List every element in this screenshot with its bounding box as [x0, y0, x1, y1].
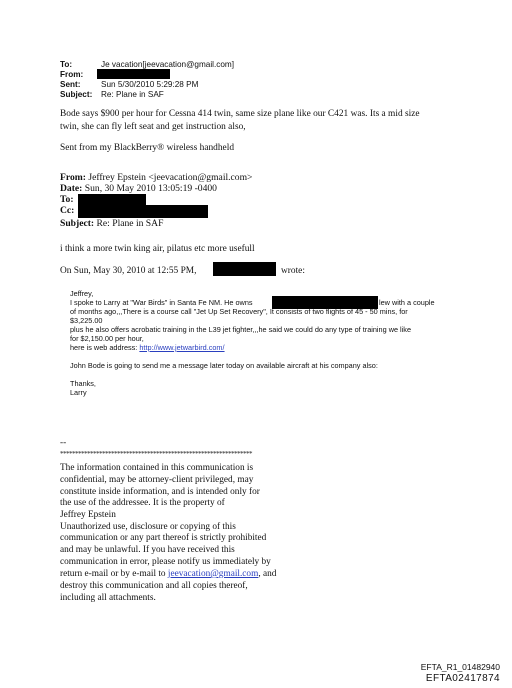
email2-date-row: [60, 183, 217, 194]
disclaimer-email-line: [60, 569, 276, 581]
web-address-label: here is web address:: [70, 343, 138, 352]
redaction-bar: [213, 262, 276, 276]
email2-body: i think a more twin king air, pilatus etc more usefull: [60, 244, 255, 254]
email1-body-line: twin, she can fly left seat and get instruction also,: [60, 122, 246, 132]
wrote-line-suffix: wrote:: [281, 266, 305, 276]
quoted-line: I spoke to Larry at "War Birds" in Santa Fe NM. He owns: [70, 298, 253, 307]
quoted-line: plus he also offers acrobatic training in the L39 jet fighter,,,he said we could do any type of training we like: [70, 325, 411, 334]
bates-stamp: EFTA02417874: [425, 673, 500, 684]
disclaimer-line: confidential, may be attorney-client privileged, may: [60, 475, 254, 485]
from-label: From:: [60, 172, 86, 183]
quoted-closing: Thanks,: [70, 379, 96, 388]
wrote-line-prefix: On Sun, May 30, 2010 at 12:55 PM,: [60, 266, 197, 276]
disclaimer-line: destroy this communication and all copies thereof,: [60, 581, 248, 591]
quoted-link-line: [70, 344, 225, 353]
email2-subject-row: [60, 218, 163, 229]
quoted-line: of months ago,,,There is a course call "Jet Up Set Recovery", It consists of two flights of 45 - 50 mins, for: [70, 307, 408, 316]
disclaimer-line: communication in error, please notify us immediately by: [60, 557, 271, 567]
redaction-bar: [78, 205, 208, 218]
redaction-bar: [97, 69, 170, 79]
subject-label: Subject:: [60, 90, 93, 99]
disclaimer-line: constitute inside information, and is intended only for: [60, 487, 260, 497]
bates-stamp-r1: EFTA_R1_01482940: [420, 662, 500, 672]
cc-label: Cc:: [60, 205, 75, 216]
subject-value: Re: Plane in SAF: [96, 218, 164, 229]
email2-from-row: [60, 172, 252, 183]
disclaimer-line: and may be unlawful. If you have received this: [60, 545, 235, 555]
quoted-line: $3,225.00: [70, 316, 103, 325]
email1-signature: Sent from my BlackBerry® wireless handheld: [60, 143, 235, 153]
disclaimer-line: Unauthorized use, disclosure or copying of this: [60, 522, 236, 532]
quoted-name: Larry: [70, 388, 87, 397]
date-label: Date:: [60, 183, 83, 194]
to-label: To:: [60, 194, 74, 205]
subject-label: Subject:: [60, 218, 95, 229]
to-value: Je vacation[jeevacation@gmail.com]: [101, 60, 235, 69]
separator-dashes: --: [60, 438, 67, 448]
disclaimer-line: The information contained in this communication is: [60, 463, 254, 473]
disclaimer-line: communication or any part thereof is strictly prohibited: [60, 533, 267, 543]
email2-cc-row: [60, 205, 74, 216]
email2-to-row: [60, 194, 74, 205]
to-label: To:: [60, 60, 73, 69]
separator-stars: ****************************************************************: [60, 450, 252, 458]
email1-from-row: [60, 70, 99, 80]
date-value: Sun, 30 May 2010 13:05:19 -0400: [84, 183, 217, 194]
quoted-line: John Bode is going to send me a message later today on available aircraft at his company also:: [70, 361, 378, 370]
email1-body-line: Bode says $900 per hour for Cessna 414 twin, same size plane like our C421 was. Its a mid size: [60, 109, 420, 119]
jeevacation-email-link[interactable]: jeevacation@gmail.com: [167, 569, 259, 579]
disclaimer-line: Jeffrey Epstein: [60, 510, 116, 520]
email1-subject-row: [60, 90, 164, 100]
quoted-line: for $2,150.00 per hour,: [70, 334, 144, 343]
disclaimer-line: including all attachments.: [60, 593, 156, 603]
email1-sent-row: [60, 80, 198, 90]
from-label: From:: [60, 70, 84, 79]
quoted-line: lew with a couple: [379, 298, 435, 307]
from-value: Jeffrey Epstein <jeevacation@gmail.com>: [88, 172, 253, 183]
disclaimer-email-prefix: return e-mail or by e-mail to: [60, 569, 166, 579]
quoted-greeting: Jeffrey,: [70, 289, 94, 298]
subject-value: Re: Plane in SAF: [101, 90, 164, 99]
sent-value: Sun 5/30/2010 5:29:28 PM: [101, 80, 199, 89]
disclaimer-email-suffix: , and: [258, 569, 277, 579]
disclaimer-line: the use of the addressee. It is the property of: [60, 498, 225, 508]
jetwarbird-link[interactable]: http://www.jetwarbird.com/: [139, 343, 225, 352]
sent-label: Sent:: [60, 80, 81, 89]
